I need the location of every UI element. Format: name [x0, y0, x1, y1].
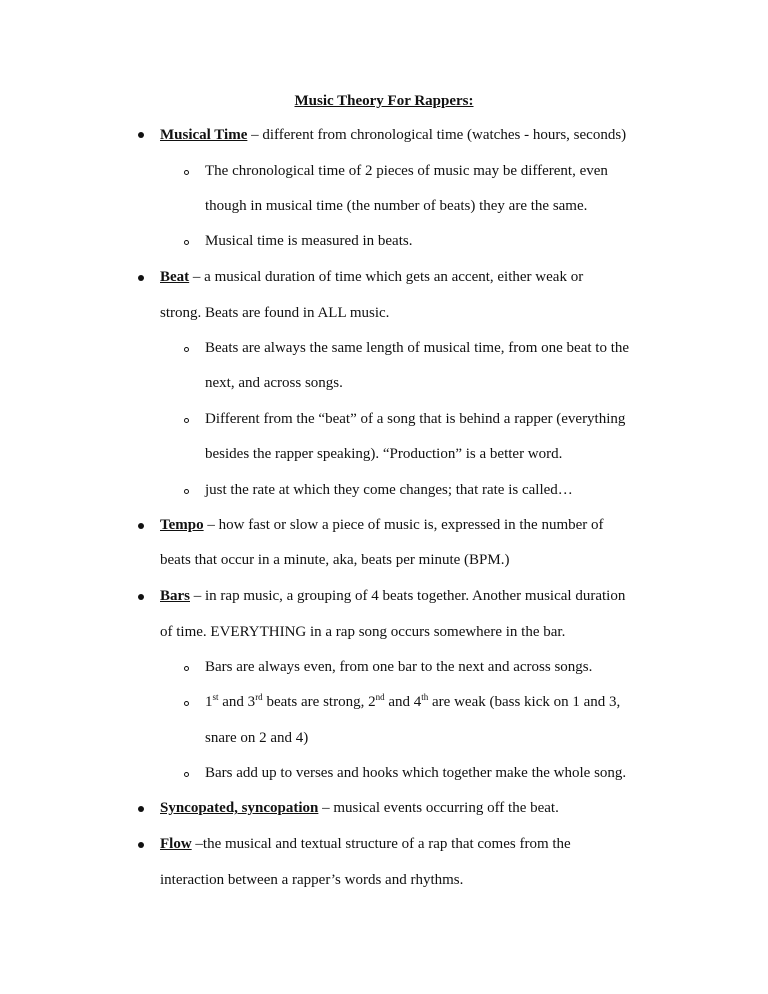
page-title: Music Theory For Rappers:	[294, 93, 474, 109]
definition-beat: – a musical duration of time which gets an accent, either weak or	[189, 269, 584, 285]
definition-continuation: beats that occur in a minute, aka, beats per minute (BPM.)	[160, 552, 510, 568]
bullet-icon	[138, 842, 144, 848]
ordinal-suffix: th	[421, 692, 429, 702]
sub-bullet-icon	[184, 489, 189, 494]
sub-item-text: and 3	[218, 694, 256, 710]
definition-syncopation: – musical events occurring off the beat.	[318, 800, 559, 816]
sub-bullet-icon	[184, 772, 189, 777]
definition-continuation: of time. EVERYTHING in a rap song occurs somewhere in the bar.	[160, 624, 566, 640]
sub-bullet-icon	[184, 666, 189, 671]
definition-tempo: – how fast or slow a piece of music is, expressed in the number of	[203, 517, 604, 533]
sub-item-text: Beats are always the same length of musical time, from one beat to the	[205, 340, 630, 356]
term-syncopation: Syncopated, syncopation	[160, 800, 319, 816]
term-musical-time: Musical Time	[160, 127, 248, 143]
bullet-syncopation	[160, 799, 559, 817]
sub-item-text: and 4	[384, 694, 422, 710]
sub-item-beat-strength	[205, 693, 620, 711]
term-tempo: Tempo	[160, 517, 204, 533]
ordinal-suffix: st	[212, 692, 219, 702]
bullet-bars	[160, 587, 625, 605]
sub-bullet-icon	[184, 701, 189, 706]
sub-bullet-icon	[184, 347, 189, 352]
sub-item-text: are weak (bass kick on 1 and 3,	[428, 694, 621, 710]
term-bars: Bars	[160, 588, 190, 604]
sub-item-text: just the rate at which they come changes; that rate is called…	[205, 482, 573, 498]
definition-continuation: strong. Beats are found in ALL music.	[160, 305, 390, 321]
sub-item-text: next, and across songs.	[205, 375, 343, 391]
term-beat: Beat	[160, 269, 190, 285]
sub-item-text: Different from the “beat” of a song that is behind a rapper (everything	[205, 411, 626, 427]
term-flow: Flow	[160, 836, 192, 852]
sub-item-text: Bars add up to verses and hooks which together make the whole song.	[205, 765, 627, 781]
ordinal-suffix: nd	[375, 692, 385, 702]
bullet-tempo	[160, 516, 604, 534]
sub-item-text: though in musical time (the number of beats) they are the same.	[205, 198, 588, 214]
bullet-beat	[160, 268, 583, 286]
bullet-flow	[160, 835, 571, 853]
ordinal-suffix: rd	[255, 692, 263, 702]
definition-continuation: interaction between a rapper’s words and rhythms.	[160, 872, 464, 888]
bullet-musical-time	[160, 126, 626, 144]
sub-item-text: Musical time is measured in beats.	[205, 233, 413, 249]
sub-item-text: Bars are always even, from one bar to the next and across songs.	[205, 659, 593, 675]
bullet-icon	[138, 594, 144, 600]
sub-item-text: besides the rapper speaking). “Production” is a better word.	[205, 446, 563, 462]
ordinal-number: 1	[205, 694, 213, 710]
sub-item-text: snare on 2 and 4)	[205, 730, 309, 746]
definition-flow: –the musical and textual structure of a rap that comes from the	[191, 836, 571, 852]
definition-musical-time: – different from chronological time (watches - hours, seconds)	[247, 127, 627, 143]
bullet-icon	[138, 523, 144, 529]
bullet-icon	[138, 132, 144, 138]
definition-bars: – in rap music, a grouping of 4 beats together. Another musical duration	[190, 588, 626, 604]
sub-bullet-icon	[184, 418, 189, 423]
bullet-icon	[138, 275, 144, 281]
sub-bullet-icon	[184, 170, 189, 175]
sub-item-text: beats are strong, 2	[262, 694, 376, 710]
sub-item-text: The chronological time of 2 pieces of music may be different, even	[205, 163, 608, 179]
bullet-icon	[138, 806, 144, 812]
sub-bullet-icon	[184, 240, 189, 245]
